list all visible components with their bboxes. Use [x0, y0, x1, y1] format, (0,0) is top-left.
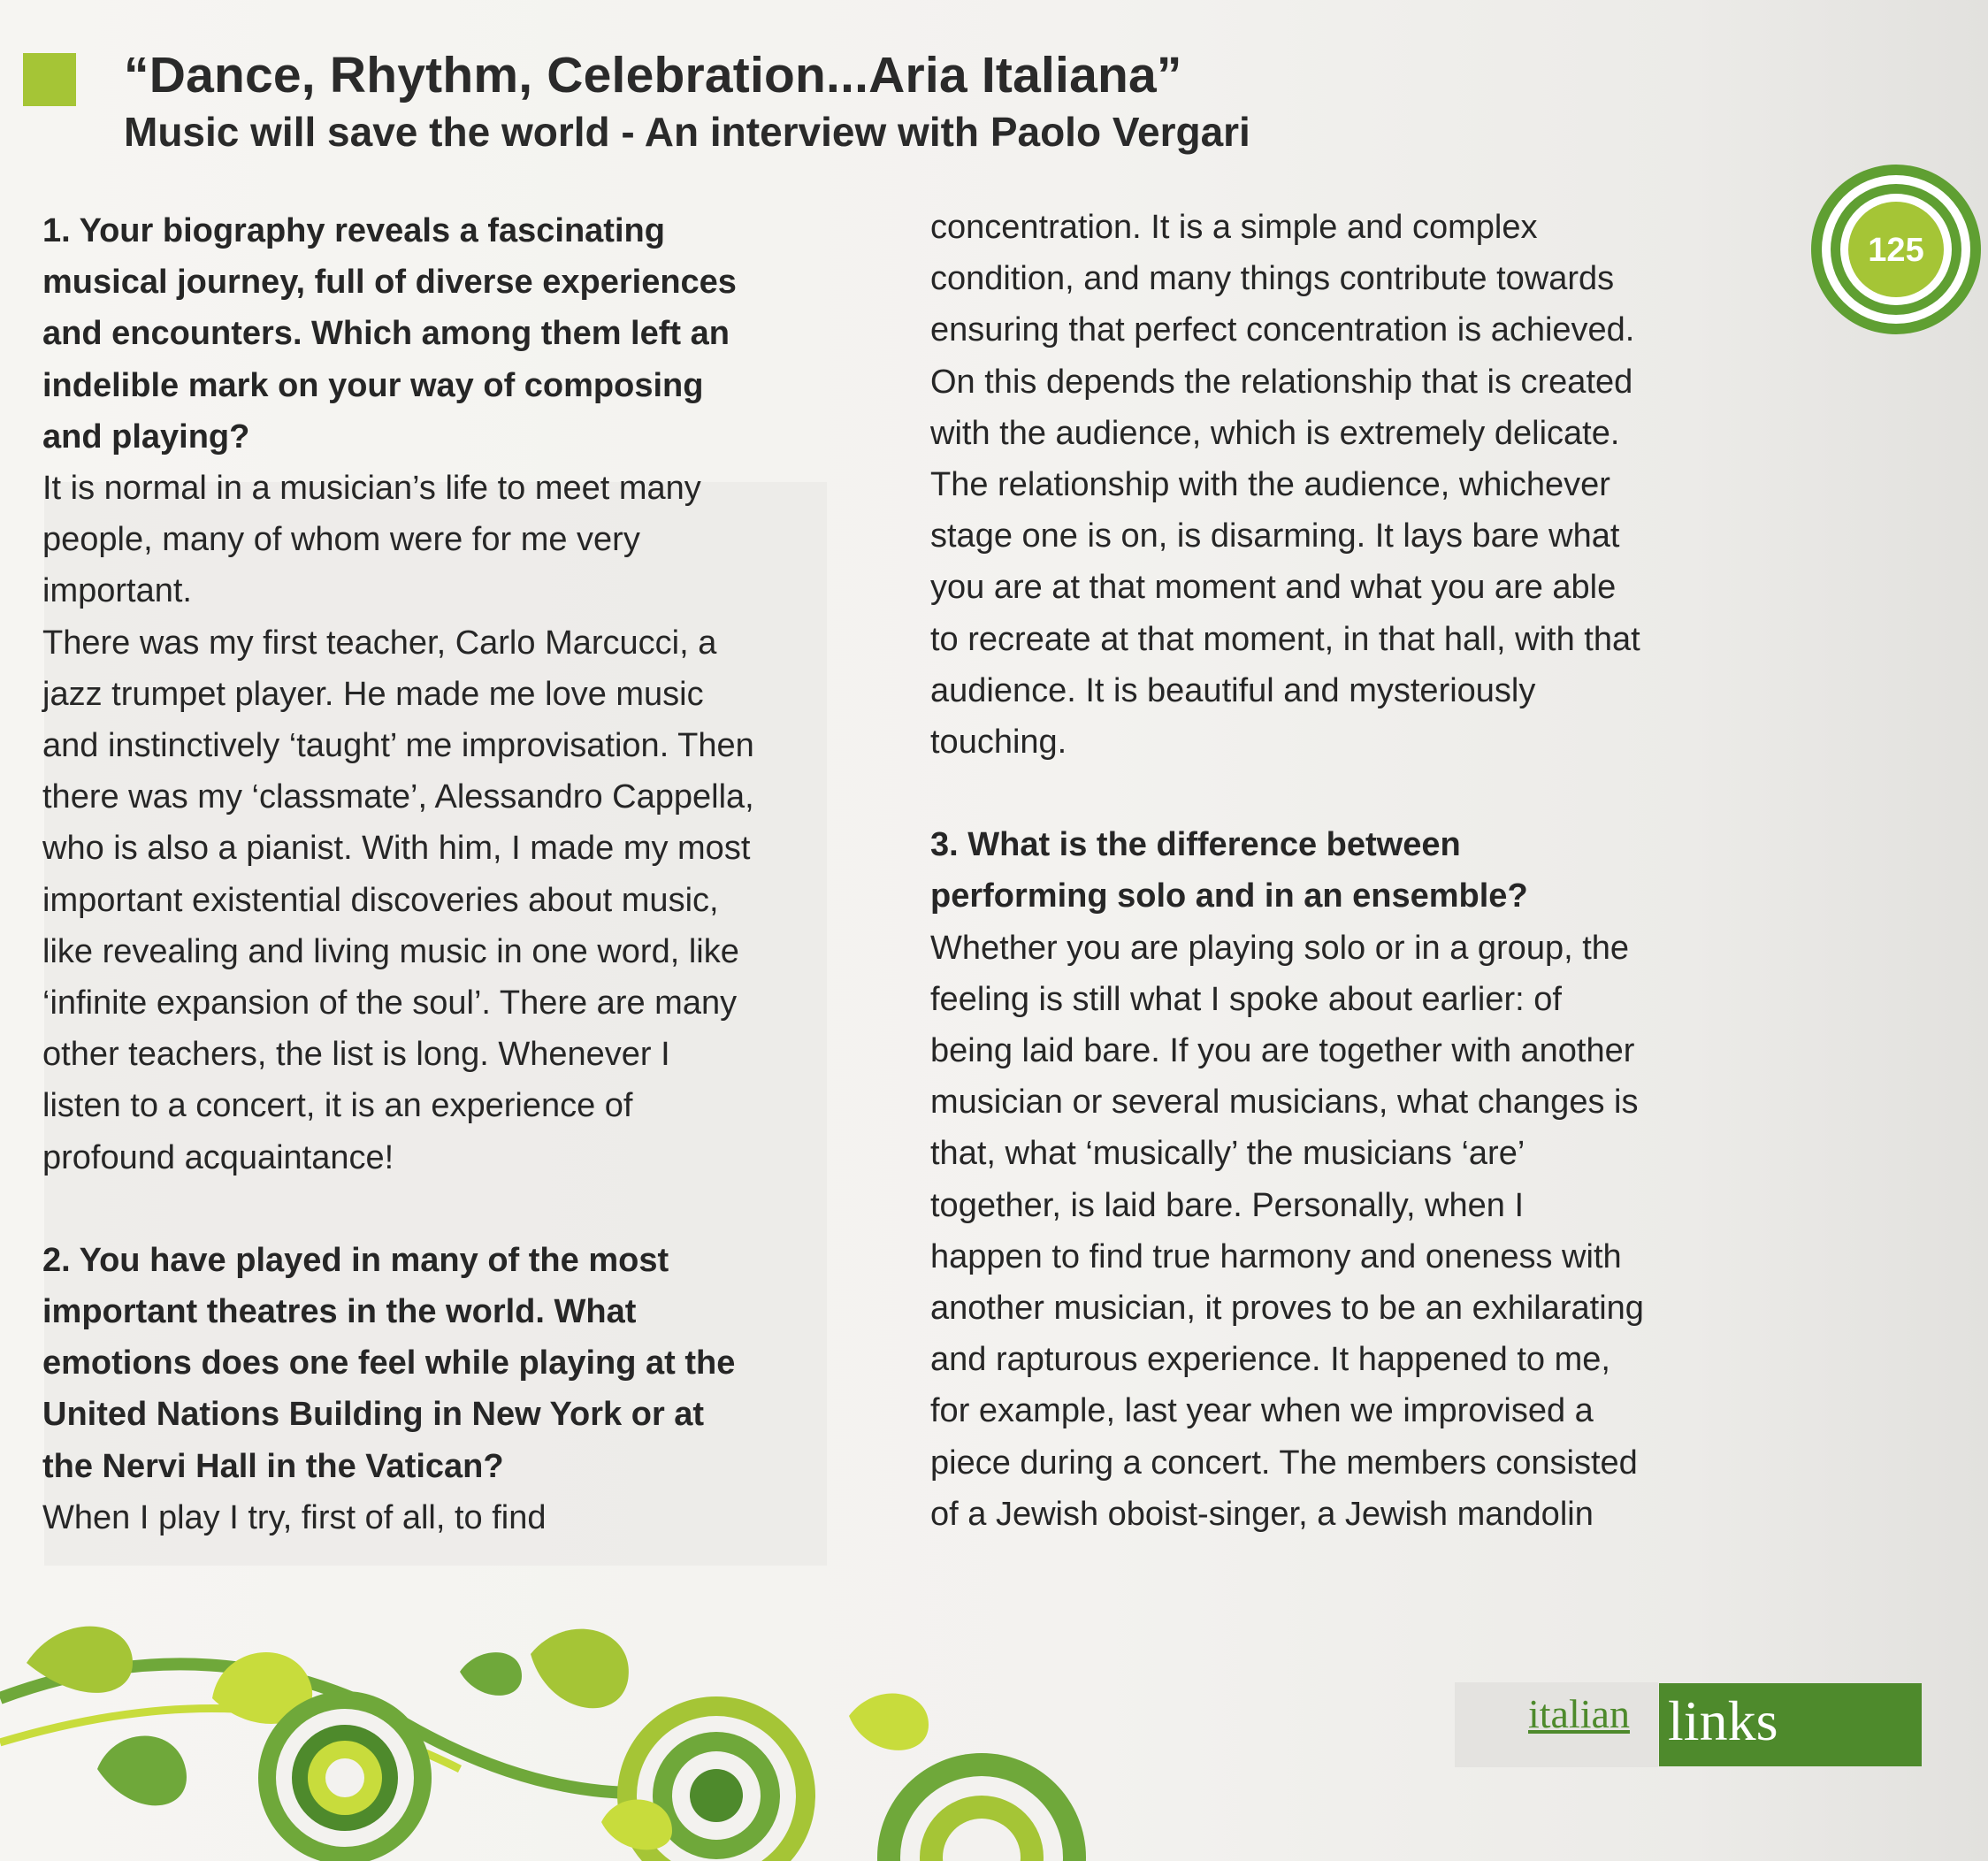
question-2-line: 2. You have played in many of the most: [42, 1241, 669, 1279]
answer-3: [930, 923, 1726, 1540]
answer-1-line: jazz trumpet player. He made me love music: [42, 675, 704, 713]
question-2-line: United Nations Building in New York or at: [42, 1396, 705, 1434]
answer-1-line: listen to a concert, it is an experience of: [42, 1087, 633, 1125]
answer-1: [42, 463, 838, 1183]
answer-2-continued: [930, 202, 1726, 768]
title-marker-square: [23, 53, 76, 106]
answer-2-line: stage one is on, is disarming. It lays bare what: [930, 517, 1620, 555]
left-column: [42, 205, 838, 1543]
question-3-line: 3. What is the difference between: [930, 826, 1461, 864]
answer-2: [42, 1492, 838, 1543]
answer-2-line: The relationship with the audience, whichever: [930, 466, 1610, 504]
question-1-line: and encounters. Which among them left an: [42, 315, 730, 353]
answer-3-line: for example, last year when we improvised a: [930, 1392, 1594, 1430]
answer-2-line: you are at that moment and what you are able: [930, 569, 1617, 607]
answer-2-line: to recreate at that moment, in that hall, with that: [930, 620, 1640, 658]
logo-links-text: links: [1668, 1689, 1778, 1752]
question-1-line: indelible mark on your way of composing: [42, 366, 704, 404]
answer-1-line: other teachers, the list is long. Whenever I: [42, 1036, 670, 1074]
answer-3-line: happen to find true harmony and oneness with: [930, 1237, 1622, 1275]
right-column: [930, 202, 1726, 1540]
answer-1-line: people, many of whom were for me very: [42, 521, 640, 559]
answer-1-line: It is normal in a musician’s life to meet many: [42, 470, 701, 508]
swirl-decoration: [0, 1592, 1150, 1861]
italian-links-logo: [1528, 1683, 1922, 1766]
answer-3-line: being laid bare. If you are together with another: [930, 1032, 1635, 1070]
article-title: “Dance, Rhythm, Celebration...Aria Italiana”: [124, 47, 1182, 103]
question-2-line: important theatres in the world. What: [42, 1293, 637, 1331]
question-1-line: and playing?: [42, 417, 250, 456]
answer-1-line: important existential discoveries about music,: [42, 881, 719, 919]
answer-1-line: there was my ‘classmate’, Alessandro Cappella,: [42, 778, 754, 816]
answer-3-line: together, is laid bare. Personally, when I: [930, 1186, 1525, 1224]
question-3-line: performing solo and in an ensemble?: [930, 877, 1528, 915]
question-2-line: the Nervi Hall in the Vatican?: [42, 1447, 504, 1485]
answer-3-line: musician or several musicians, what changes is: [930, 1084, 1639, 1122]
answer-3-line: another musician, it proves to be an exhilarating: [930, 1290, 1644, 1328]
page-number-badge: [1808, 161, 1984, 338]
answer-1-line: important.: [42, 572, 192, 610]
question-2-line: emotions does one feel while playing at the: [42, 1344, 736, 1382]
answer-1-line: who is also a pianist. With him, I made my most: [42, 830, 751, 868]
paragraph-gap: [42, 1183, 838, 1235]
question-1-line: musical journey, full of diverse experiences: [42, 264, 737, 302]
answer-2-line: condition, and many things contribute towards: [930, 260, 1615, 298]
answer-2-line: audience. It is beautiful and mysteriously: [930, 671, 1536, 709]
paragraph-gap: [930, 768, 1726, 819]
answer-3-line: of a Jewish oboist-singer, a Jewish mandolin: [930, 1495, 1594, 1533]
question-1-line: 1. Your biography reveals a fascinating: [42, 212, 665, 249]
answer-3-line: feeling is still what I spoke about earlier: of: [930, 980, 1562, 1018]
answer-2-line: ensuring that perfect concentration is achieved.: [930, 311, 1635, 349]
answer-2-line: with the audience, which is extremely delicate.: [930, 414, 1620, 452]
question-2: [42, 1235, 838, 1492]
answer-1-line: There was my first teacher, Carlo Marcucci, a: [42, 624, 717, 662]
answer-1-line: like revealing and living music in one word, like: [42, 932, 739, 970]
answer-3-line: Whether you are playing solo or in a group, the: [930, 929, 1630, 967]
answer-1-line: profound acquaintance!: [42, 1138, 394, 1176]
logo-italian-text: italian: [1528, 1691, 1630, 1736]
answer-2-line: touching.: [930, 724, 1067, 762]
article-subtitle: Music will save the world - An interview with Paolo Vergari: [124, 109, 1250, 155]
page-number: 125: [1868, 232, 1924, 269]
answer-3-line: and rapturous experience. It happened to me,: [930, 1341, 1610, 1379]
answer-1-line: and instinctively ‘taught’ me improvisation. Then: [42, 727, 754, 765]
answer-2-line: When I play I try, first of all, to find: [42, 1498, 547, 1536]
answer-3-line: that, what ‘musically’ the musicians ‘are’: [930, 1135, 1525, 1173]
answer-2-line: On this depends the relationship that is created: [930, 363, 1633, 401]
answer-2-line: concentration. It is a simple and complex: [930, 209, 1538, 246]
answer-1-line: ‘infinite expansion of the soul’. There are many: [42, 984, 738, 1022]
question-1: [42, 205, 838, 463]
question-3: [930, 819, 1726, 922]
answer-3-line: piece during a concert. The members consisted: [930, 1444, 1638, 1482]
